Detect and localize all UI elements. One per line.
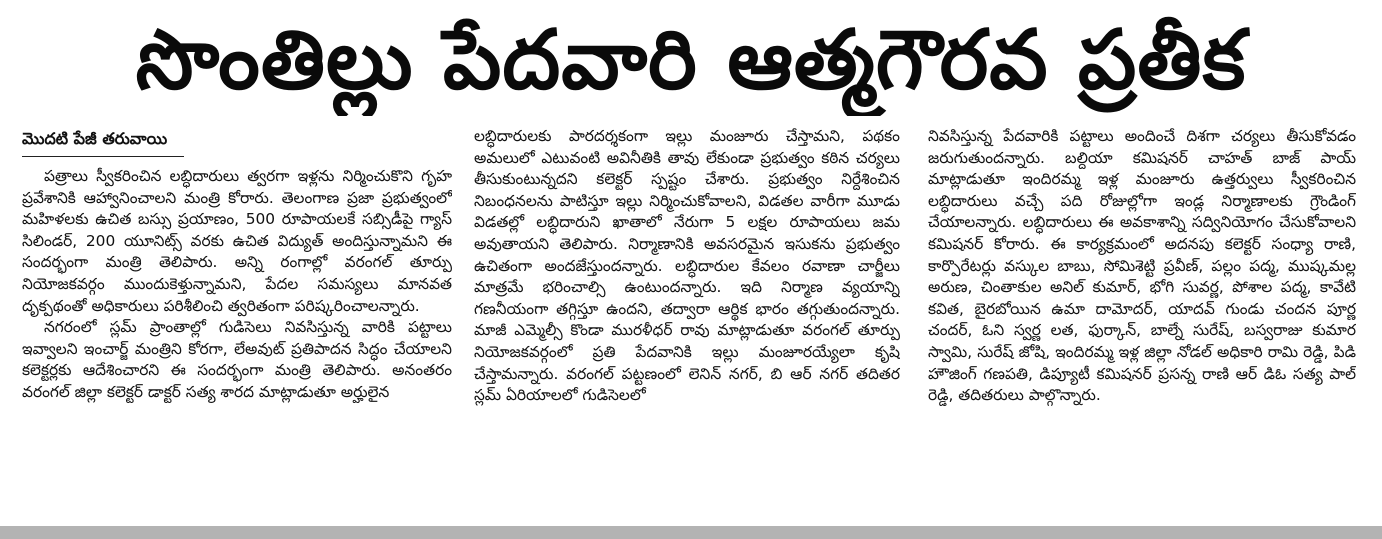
article-column-2: [474, 126, 900, 518]
headline: సొంతిల్లు పేదవారి ఆత్మగౌరవ ప్రతీక: [135, 13, 1247, 108]
paragraph: నివసిస్తున్న పేదవారికి పట్టాలు అందించే దిశగా చర్యలు తీసుకోవడం జరుగుతుందన్నారు. బల్దియా కమిషనర్ చాహత్ బాజ్ పాయ్ మాట్లాడుతూ ఇందిరమ్మ ఇళ్ల మంజూరు ఉత్తర్వులు స్వీకరించిన లబ్ధిదారులు వచ్చే పది రోజుల్లోగా ఇండ్ల నిర్మాణాలకు గ్రౌండింగ్ చేయాలన్నారు. లబ్ధిదారులు ఈ అవకాశాన్ని సద్వినియోగం చేసుకోవాలని కమిషనర్ కోరారు. ఈ కార్యక్రమంలో అదనపు కలెక్టర్ సంధ్యా రాణి, కార్పొరేటర్లు వస్కుల బాబు, సోమిశెట్టి ప్రవీణ్, పల్లం పద్మ, ముష్కమల్ల అరుణ, చింతాకుల అనిల్ కుమార్, భోగి సువర్ణ, పోశాల పద్మ, కావేటి కవిత, బైరబోయిన ఉమా దామోదర్, యాదవ్ గుండు చందన పూర్ణ చందర్, ఓని స్వర్ణ లత, ఫుర్కాన్, బాల్నే సురేష్, బస్వరాజు కుమార స్వామి, సురేష్ జోషి, ఇందిరమ్మ ఇళ్ల జిల్లా నోడల్ అధికారి రామి రెడ్డి, పిడి హౌజింగ్ గణపతి, డిప్యూటీ కమిషనర్ ప్రసన్న రాణి ఆర్ డిఓ సత్య పాల్ రెడ్డి, తదితరులు పాల్గొన్నారు.: [928, 127, 1356, 405]
bottom-border: [0, 526, 1382, 539]
paragraph: నగరంలో స్లమ్ ప్రాంతాల్లో గుడిసెలు నివసిస్తున్న వారికి పట్టాలు ఇవ్వాలని ఇంచార్జ్ మంత్రిని కోరగా, లేఅవుట్ ప్రతిపాదన సిద్ధం చేయాలని కలెక్టర్లకు ఆదేశించారని ఈ సందర్భంగా మంత్రి తెలిపారు. అనంతరం వరంగల్ జిల్లా కలెక్టర్ డాక్టర్ సత్య శారద మాట్లాడుతూ అర్హులైన: [22, 318, 452, 401]
paragraph: పత్రాలు స్వీకరించిన లబ్ధిదారులు త్వరగా ఇళ్లను నిర్మించుకొని గృహ ప్రవేశానికి ఆహ్వానించాలని మంత్రి కోరారు. తెలంగాణ ప్రజా ప్రభుత్వంలో మహిళలకు ఉచిత బస్సు ప్రయాణం, 500 రూపాయలకే సబ్సిడీపై గ్యాస్ సిలిండర్, 200 యూనిట్స్ వరకు ఉచిత విద్యుత్ అందిస్తున్నామని ఈ సందర్భంగా మంత్రి తెలిపారు. అన్ని రంగాల్లో వరంగల్ తూర్పు నియోజకవర్గం ముందుకెళ్తున్నామని, పేదల సమస్యలు మానవత దృక్పథంతో అధికారులు పరిశీలించి త్వరితంగా పరిష్కరించాలన్నారు.: [22, 167, 452, 315]
continued-from-front-page-label: మొదటి పేజీ తరువాయి: [22, 129, 168, 148]
paragraph: లబ్ధిదారులకు పారదర్శకంగా ఇల్లు మంజూరు చేస్తామని, పథకం అమలులో ఎటువంటి అవినీతికి తావు లేకుండా ప్రభుత్వం కఠిన చర్యలు తీసుకుంటున్నదని కలెక్టర్ స్పష్టం చేశారు. ప్రభుత్వం నిర్దేశించిన నిబంధనలను పాటిస్తూ ఇల్లు నిర్మించుకోవాలని, విడతల వారీగా మూడు విడతల్లో లబ్ధిదారుని ఖాతాలో నేరుగా 5 లక్షల రూపాయలు జమ అవుతాయని తెలిపారు. నిర్మాణానికి అవసరమైన ఇసుకను ప్రభుత్వం ఉచితంగా అందజేస్తుందన్నారు. లబ్ధిదారుల కేవలం రవాణా చార్జీలు మాత్రమే భరించాల్సి ఉంటుందన్నారు. ఇది నిర్మాణ వ్యయాన్ని గణనీయంగా తగ్గిస్తూ ఉందని, తద్వారా ఆర్థిక భారం తగ్గుతుందన్నారు. మాజీ ఎమ్మెల్సీ కొండా మురళీధర్ రావు మాట్లాడుతూ వరంగల్ తూర్పు నియోజకవర్గంలో ప్రతి పేదవానికి ఇల్లు మంజూరయ్యేలా కృషి చేస్తామన్నారు. వరంగల్ పట్టణంలో లెనిన్ నగర్, బి ఆర్ నగర్ తదితర స్లమ్ ఏరియాలలో గుడిసెలలో: [474, 127, 900, 405]
kicker-underline: [22, 156, 184, 157]
article-column-3: [928, 126, 1356, 518]
article-column-1: [22, 166, 452, 506]
